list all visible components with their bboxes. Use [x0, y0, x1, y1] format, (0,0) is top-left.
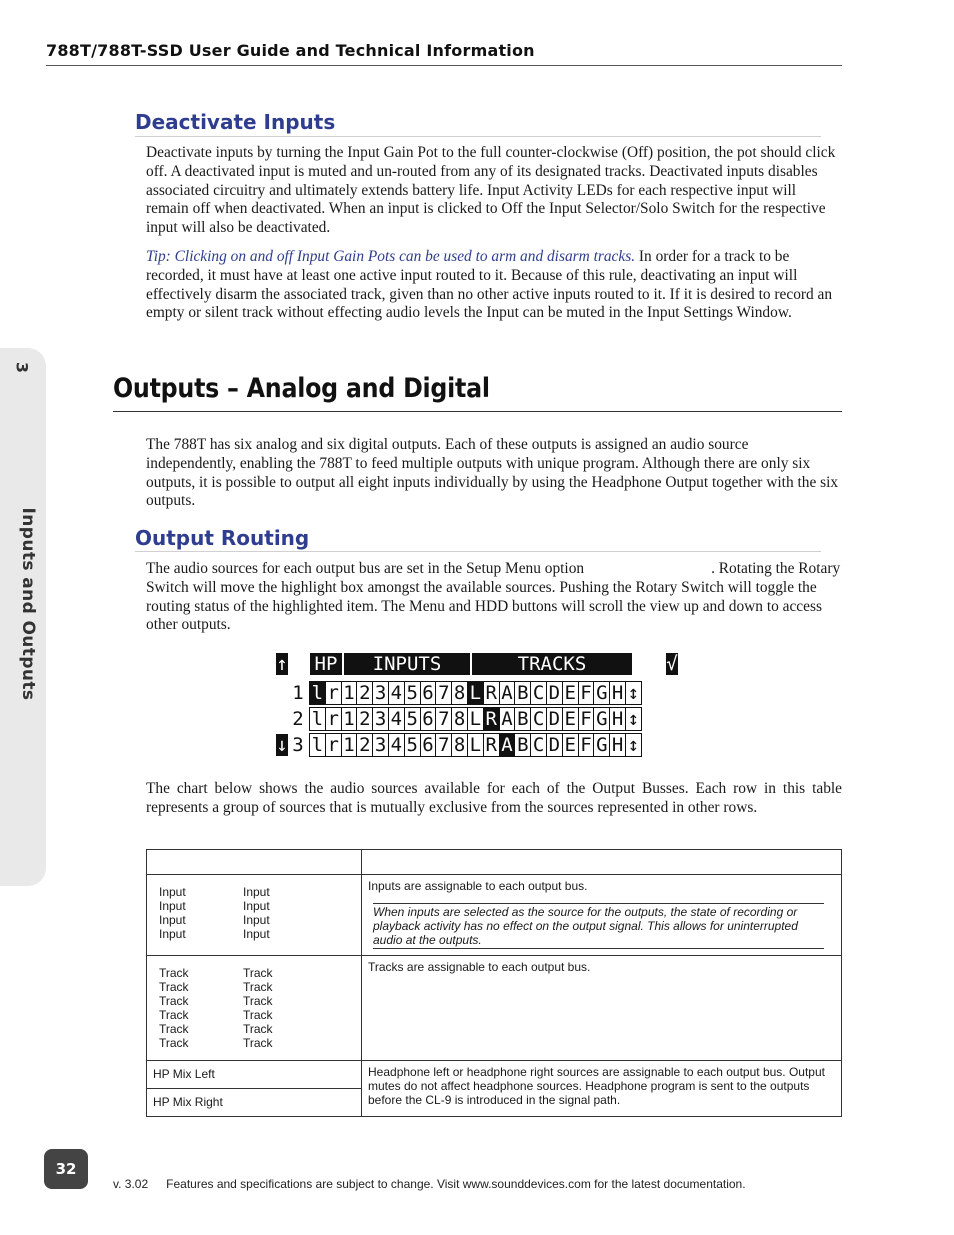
- lcd-header-inputs: INPUTS: [344, 653, 470, 675]
- source-pair: [159, 980, 361, 994]
- lcd-source-cell: 3: [374, 682, 387, 704]
- source-label: Input: [243, 899, 270, 913]
- hp-left-label: HP Mix Left: [153, 1067, 215, 1081]
- routing-heading-rule: [135, 551, 821, 552]
- lcd-output-number: 2: [292, 708, 304, 730]
- table-row-hp-left: [147, 1061, 842, 1089]
- source-pair: [159, 966, 361, 980]
- lcd-source-cell: 1: [343, 682, 355, 704]
- lcd-source-cell: 2: [359, 734, 371, 756]
- source-label: Track: [243, 1022, 273, 1036]
- lcd-source-cell: l: [311, 708, 324, 730]
- lcd-source-cell: 8: [453, 708, 466, 730]
- source-label: Track: [243, 1008, 273, 1022]
- source-label: Track: [159, 994, 189, 1008]
- tracks-description: Tracks are assignable to each output bus.: [368, 960, 591, 974]
- lcd-source-cell: E: [564, 708, 576, 730]
- lcd-source-cell: 6: [422, 708, 434, 730]
- lcd-source-cell: 8: [453, 734, 466, 756]
- page-number-badge: 32: [44, 1149, 88, 1189]
- lcd-header-hp: HP: [310, 653, 342, 675]
- lcd-source-cell: 4: [390, 708, 403, 730]
- lcd-source-cell: L: [469, 734, 482, 756]
- inputs-source-list: [147, 875, 361, 941]
- deactivate-heading: Deactivate Inputs: [135, 110, 336, 134]
- lcd-source-cell: H: [611, 734, 624, 756]
- lcd-scroll-down-icon: ↓: [276, 734, 288, 756]
- output-sources-table: [146, 849, 842, 1117]
- lcd-source-cell: G: [596, 734, 608, 756]
- hp-description: Headphone left or headphone right sources are assignable to each output bus. Output mutes do not affect headphone sources. Headphone program is sent to the outputs before the CL-9 is introduced in the signal path.: [368, 1065, 825, 1107]
- lcd-source-cell: 2: [359, 682, 371, 704]
- footer-disclaimer: Features and specifications are subject to change. Visit www.sounddevices.com for the latest documentation.: [166, 1177, 746, 1191]
- lcd-source-cell: ↕: [627, 734, 640, 756]
- deactivate-paragraph: Deactivate inputs by turning the Input Gain Pot to the full counter-clockwise (Off) position, the pot should click off. A deactivated input is muted and un-routed from any of its designated tracks. Deactivated inputs disables associated circuitry and ultimately extends battery life. Input Activity LEDs for each respective input will remain off when deactivated. When an input is clicked to Off the Input Selector/Solo Switch for the respective input will also be deactivated.: [146, 144, 836, 237]
- lcd-source-cell: D: [548, 682, 561, 704]
- source-label: Input: [159, 885, 186, 899]
- lcd-source-cell: 3: [374, 708, 387, 730]
- lcd-routing-display: [276, 651, 678, 756]
- source-label: Track: [243, 1036, 273, 1050]
- lcd-output-number: 1: [292, 682, 304, 704]
- lcd-source-cell: L: [469, 708, 482, 730]
- source-label: Track: [159, 980, 189, 994]
- lcd-source-cell: L: [469, 682, 482, 704]
- lcd-source-cell: 7: [438, 708, 450, 730]
- lcd-source-cell: 6: [422, 682, 434, 704]
- tip-body-text: In order for a track to be recorded, it must have at least one active input routed to it. Because of this rule, deactivating an input will effectively disarm the associated track, given than no other active inputs routed to it. If it is desired to record an empty or silent track without effecting audio levels the Input can be muted in the Input Settings Window.: [146, 248, 833, 322]
- lcd-source-cell: R: [485, 682, 497, 704]
- lcd-source-cell: 6: [422, 734, 434, 756]
- header-rule: [46, 65, 842, 66]
- lcd-source-cell: 7: [438, 734, 450, 756]
- tracks-source-list: [147, 956, 361, 1050]
- source-pair: [159, 927, 361, 941]
- lcd-source-cell: H: [611, 708, 624, 730]
- lcd-source-cell: C: [532, 708, 545, 730]
- inputs-description: Inputs are assignable to each output bus.: [368, 879, 588, 893]
- lcd-scroll-up-icon: ↑: [276, 653, 288, 675]
- source-label: Input: [159, 899, 186, 913]
- lcd-source-cell: r: [327, 734, 339, 756]
- source-label: Input: [243, 885, 270, 899]
- lcd-source-cell: 7: [438, 682, 450, 704]
- lcd-source-cell: 5: [406, 734, 418, 756]
- outputs-heading: Outputs – Analog and Digital: [113, 373, 490, 404]
- lcd-source-cell: R: [485, 734, 497, 756]
- lcd-source-cell: D: [548, 734, 561, 756]
- lcd-header-tracks: TRACKS: [472, 653, 632, 675]
- header-title: 788T/788T-SSD User Guide and Technical Information: [46, 41, 535, 60]
- source-pair: [159, 1036, 361, 1050]
- source-label: Track: [159, 1022, 189, 1036]
- lcd-source-cell: B: [517, 708, 529, 730]
- lcd-source-cell: 1: [343, 708, 355, 730]
- lcd-source-cell: 1: [343, 734, 355, 756]
- table-row-inputs: [147, 875, 842, 956]
- table-header-cell-notes: [362, 850, 842, 875]
- lcd-source-cell: 4: [390, 734, 403, 756]
- outputs-heading-rule: [113, 411, 842, 412]
- chapter-label: Inputs and Outputs: [18, 507, 38, 701]
- deactivate-tip-paragraph: [146, 248, 842, 323]
- source-pair: [159, 899, 361, 913]
- source-pair: [159, 994, 361, 1008]
- lcd-source-cell: D: [548, 708, 561, 730]
- source-label: Track: [159, 966, 189, 980]
- inputs-note: When inputs are selected as the source for the outputs, the state of recording or playback activity has no effect on the output signal. This allows for uninterrupted audio at the outputs.: [373, 903, 824, 949]
- routing-heading: Output Routing: [135, 526, 310, 550]
- chapter-number: 3: [12, 361, 32, 374]
- lcd-source-cell: l: [311, 734, 324, 756]
- source-label: Track: [243, 994, 273, 1008]
- lcd-source-cell: E: [564, 682, 576, 704]
- lcd-source-cell: A: [501, 734, 513, 756]
- source-label: Input: [243, 913, 270, 927]
- lcd-source-cell: G: [596, 708, 608, 730]
- source-label: Input: [243, 927, 270, 941]
- source-pair: [159, 1022, 361, 1036]
- routing-paragraph: The audio sources for each output bus are set in the Setup Menu option . Rotating the Rotary Switch will move the highlight box amongst the available sources. Pushing the Rotary Switch will toggle the routing status of the highlighted item. The Menu and HDD buttons will scroll the view up and down to access other outputs.: [146, 560, 845, 634]
- lcd-output-number: 3: [292, 734, 304, 756]
- table-header-cell-source: [147, 850, 362, 875]
- source-pair: [159, 885, 361, 899]
- lcd-source-cell: C: [532, 734, 545, 756]
- table-row-tracks: [147, 956, 842, 1061]
- source-label: Track: [159, 1036, 189, 1050]
- lcd-source-cell: H: [611, 682, 624, 704]
- lcd-source-cell: r: [327, 682, 339, 704]
- tip-text: Tip: Clicking on and off Input Gain Pots can be used to arm and disarm tracks.: [146, 248, 636, 265]
- lcd-source-cell: r: [327, 708, 339, 730]
- lcd-source-cell: F: [580, 734, 592, 756]
- lcd-source-cell: E: [564, 734, 576, 756]
- lcd-source-cell: 2: [359, 708, 371, 730]
- hp-right-label: HP Mix Right: [153, 1095, 223, 1109]
- lcd-source-cell: l: [311, 682, 324, 704]
- outputs-paragraph: The 788T has six analog and six digital outputs. Each of these outputs is assigned an audio source independently, enabling the 788T to feed multiple outputs with unique program. Although there are only six outputs, it is possible to output all eight inputs individually by using the Headphone Output together with the six outputs.: [146, 436, 839, 510]
- footer-version: v. 3.02: [113, 1177, 149, 1191]
- lcd-source-cell: 5: [406, 708, 418, 730]
- lcd-source-cell: B: [517, 734, 529, 756]
- lcd-source-cell: R: [485, 708, 497, 730]
- source-label: Track: [243, 966, 273, 980]
- lcd-source-cell: C: [532, 682, 545, 704]
- source-pair: [159, 1008, 361, 1022]
- lcd-source-cell: B: [517, 682, 529, 704]
- lcd-source-cell: 4: [390, 682, 403, 704]
- lcd-source-cell: 3: [374, 734, 387, 756]
- lcd-source-cell: F: [580, 708, 592, 730]
- source-label: Track: [159, 1008, 189, 1022]
- table-header-row: [147, 850, 842, 875]
- source-label: Track: [243, 980, 273, 994]
- source-label: Input: [159, 913, 186, 927]
- deactivate-heading-rule: [135, 136, 821, 137]
- lcd-source-cell: 8: [453, 682, 466, 704]
- source-label: Input: [159, 927, 186, 941]
- lcd-source-cell: G: [596, 682, 608, 704]
- lcd-source-cell: ↕: [627, 682, 640, 704]
- lcd-source-cell: A: [501, 708, 513, 730]
- lcd-confirm-check-icon: √: [666, 653, 678, 675]
- lcd-source-cell: ↕: [627, 708, 640, 730]
- footer-notice: [113, 1177, 764, 1191]
- lcd-source-cell: 5: [406, 682, 418, 704]
- lcd-source-cell: A: [501, 682, 513, 704]
- chart-intro-paragraph: The chart below shows the audio sources available for each of the Output Busses. Each row in this table represents a group of sources that is mutually exclusive from the sources represented in other rows.: [146, 780, 842, 816]
- source-pair: [159, 913, 361, 927]
- lcd-source-cell: F: [580, 682, 592, 704]
